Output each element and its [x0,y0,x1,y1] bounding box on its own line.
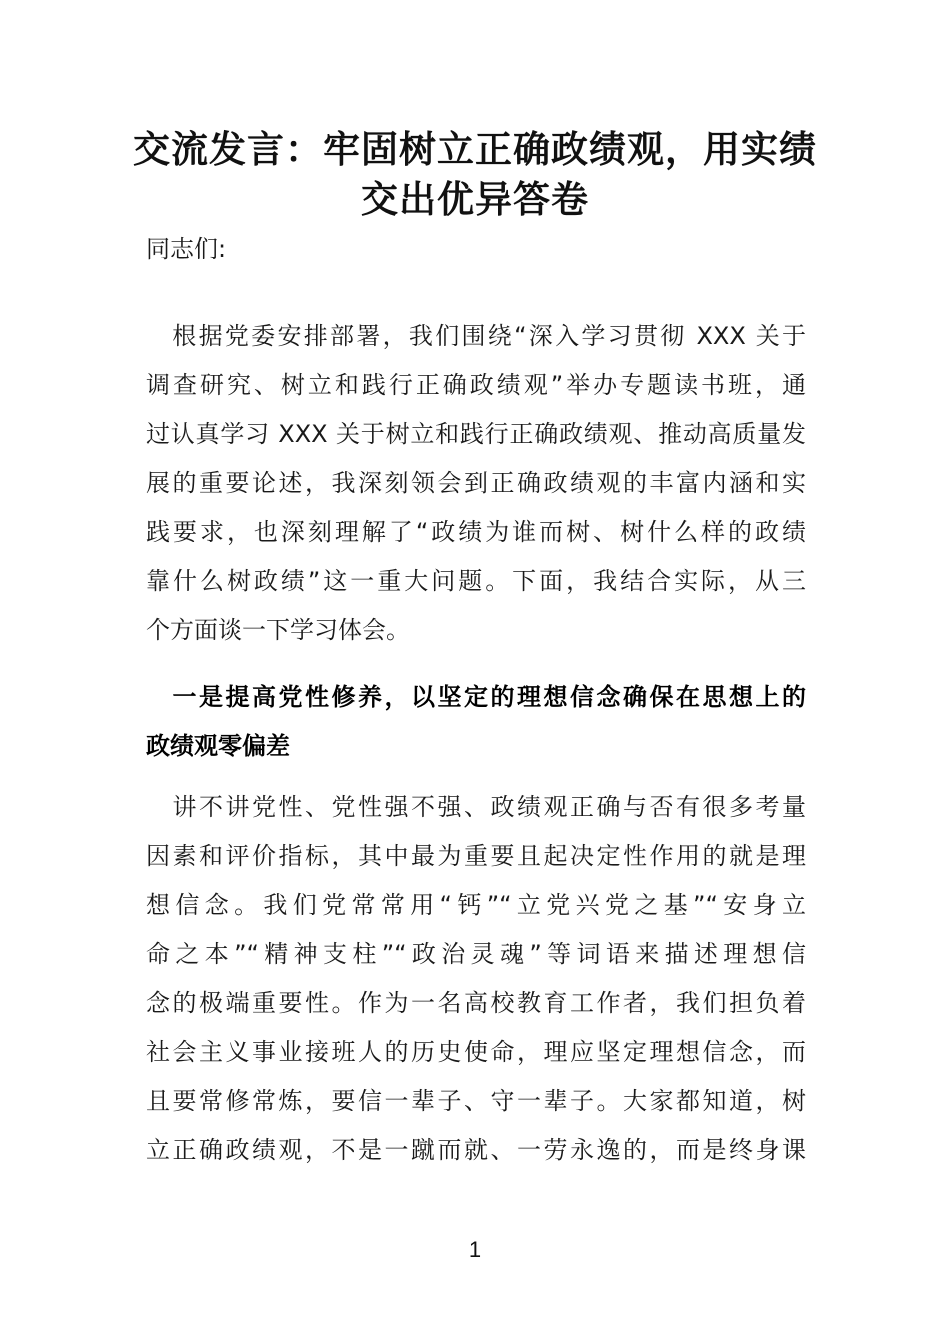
section-heading-line: 一是提高党性修养，以坚定的理想信念确保在思想上的 [146,683,806,711]
paragraph-1-line: 践要求，也深刻理解了“政绩为谁而树、树什么样的政绩 [146,518,806,546]
paragraph-1-line: 调查研究、树立和践行正确政绩观”举办专题读书班，通 [146,371,806,399]
paragraph-2-line: 立正确政绩观，不是一蹴而就、一劳永逸的，而是终身课 [146,1136,806,1164]
document-title-line-1: 交流发言：牢固树立正确政绩观，用实绩 [133,127,817,171]
salutation: 同志们: [146,235,227,263]
document-title-line-2: 交出优异答卷 [361,177,589,221]
paragraph-2-line: 讲不讲党性、党性强不强、政绩观正确与否有很多考量 [146,793,806,821]
paragraph-1-line: 靠什么树政绩”这一重大问题。下面，我结合实际，从三 [146,567,806,595]
section-heading-line: 政绩观零偏差 [146,732,290,760]
paragraph-1-line: 展的重要论述，我深刻领会到正确政绩观的丰富内涵和实 [146,469,806,497]
paragraph-2-line: 命之本”“精神支柱”“政治灵魂”等词语来描述理想信 [146,940,806,968]
page-number: 1 [468,1237,482,1262]
paragraph-2-line: 念的极端重要性。作为一名高校教育工作者，我们担负着 [146,989,806,1017]
paragraph-1-line: 个方面谈一下学习体会。 [146,616,410,644]
paragraph-2-line: 想信念。我们党常常用“钙”“立党兴党之基”“安身立 [146,891,806,919]
paragraph-2-line: 因素和评价指标，其中最为重要且起决定性作用的就是理 [146,842,806,870]
paragraph-2-line: 社会主义事业接班人的历史使命，理应坚定理想信念，而 [146,1038,806,1066]
paragraph-1-line: 过认真学习 XXX 关于树立和践行正确政绩观、推动高质量发 [146,420,806,448]
paragraph-2-line: 且要常修常炼，要信一辈子、守一辈子。大家都知道，树 [146,1087,806,1115]
paragraph-1-line: 根据党委安排部署，我们围绕“深入学习贯彻 XXX 关于 [146,322,806,350]
